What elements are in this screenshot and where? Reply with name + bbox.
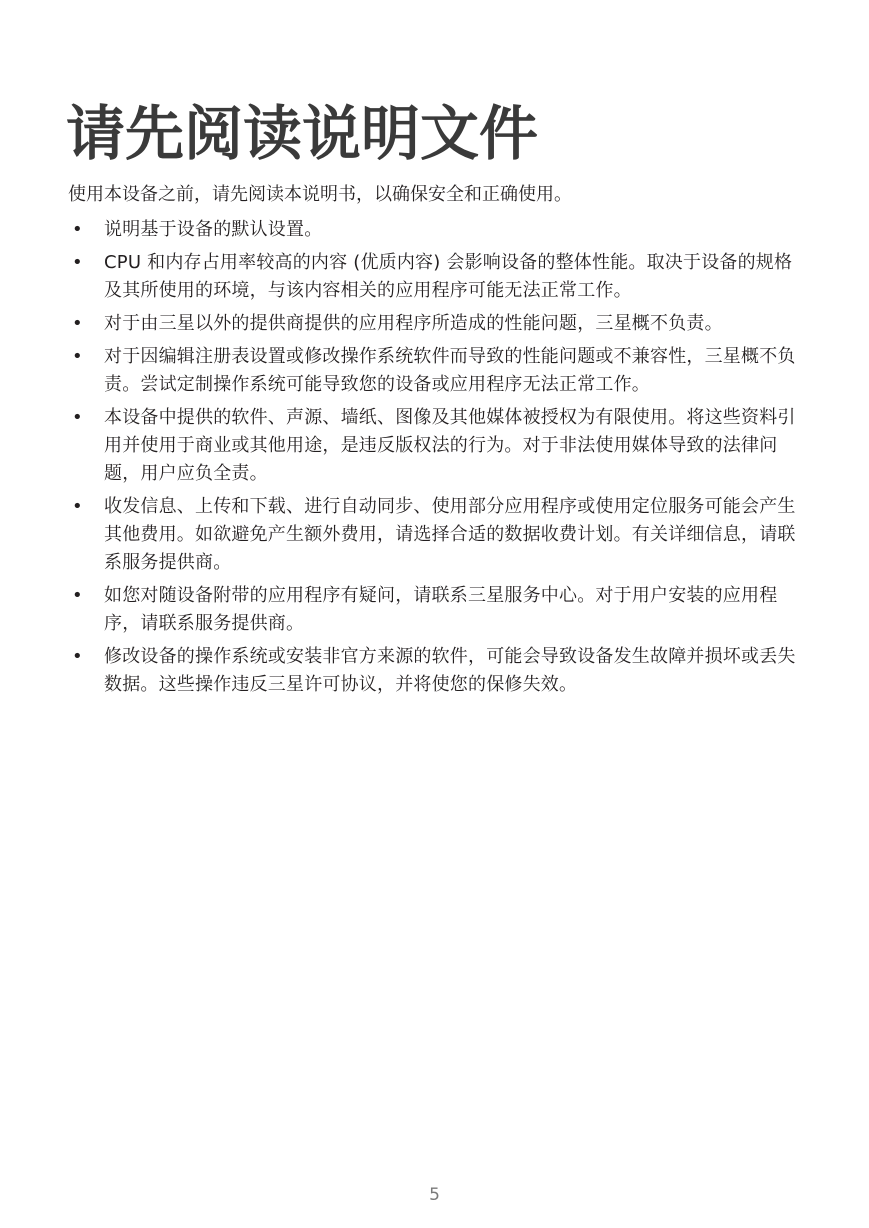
list-item-text: 对于由三星以外的提供商提供的应用程序所造成的性能问题，三星概不负责。 [104, 313, 723, 334]
list-item-text: 收发信息、上传和下载、进行自动同步、使用部分应用程序或使用定位服务可能会产生其他费用。如欲避免产生额外费用，请选择合适的数据收费计划。有关详细信息，请联系服务提供商。 [104, 496, 796, 573]
list-item [68, 249, 808, 305]
bullet-icon: • [72, 252, 83, 273]
list-item [68, 582, 808, 638]
list-item-text: 本设备中提供的软件、声源、墙纸、图像及其他媒体被授权为有限使用。将这些资料引用并使用于商业或其他用途，是违反版权法的行为。对于非法使用媒体导致的法律问题，用户应负全责。 [104, 407, 796, 484]
list-item [68, 643, 808, 699]
page-number: 5 [429, 1185, 440, 1205]
list-item-text: 对于因编辑注册表设置或修改操作系统软件而导致的性能问题或不兼容性，三星概不负责。尝试定制操作系统可能导致您的设备或应用程序无法正常工作。 [104, 346, 796, 395]
bullet-icon: • [72, 313, 83, 334]
list-item [68, 493, 808, 577]
list-item-text: CPU 和内存占用率较高的内容 (优质内容) 会影响设备的整体性能。取决于设备的规格及其所使用的环境，与该内容相关的应用程序可能无法正常工作。 [104, 252, 793, 301]
bullet-icon: • [72, 585, 83, 606]
page-title: 请先阅读说明文件 [66, 99, 539, 168]
bullet-icon: • [72, 496, 83, 517]
list-item-text: 说明基于设备的默认设置。 [104, 219, 323, 240]
intro-paragraph: 使用本设备之前，请先阅读本说明书，以确保安全和正确使用。 [68, 184, 572, 205]
bullet-icon: • [72, 646, 83, 667]
bullet-icon: • [72, 219, 83, 240]
list-item [68, 404, 808, 488]
bullet-icon: • [72, 407, 83, 428]
list-item [68, 216, 808, 244]
list-item [68, 343, 808, 399]
bullet-icon: • [72, 346, 83, 367]
list-item [68, 310, 808, 338]
list-item-text: 如您对随设备附带的应用程序有疑问，请联系三星服务中心。对于用户安装的应用程序，请联系服务提供商。 [104, 585, 778, 634]
list-item-text: 修改设备的操作系统或安装非官方来源的软件，可能会导致设备发生故障并损坏或丢失数据。这些操作违反三星许可协议，并将使您的保修失效。 [104, 646, 796, 695]
notice-list [68, 216, 808, 704]
